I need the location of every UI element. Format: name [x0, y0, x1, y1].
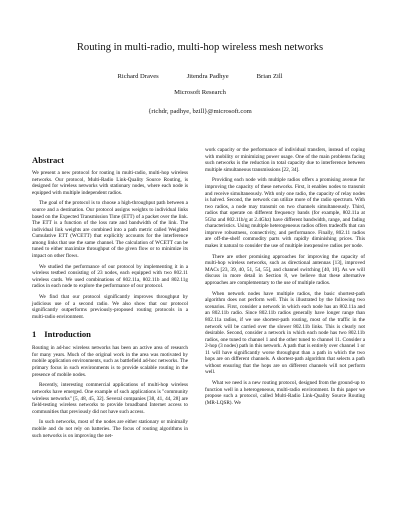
body-paragraph: When network nodes have multiple radios, the basic shortest-path algorithm does not perform well. This is illustrated by the following two scenarios. First, consider a network in which each node has an 802.11a and an 802.11b radio. Since 802.11b radios generally have longer range than 802.11a radios, if we use shortest-path routing, most of the traffic in the network will be carried over the slower 802.11b links. This is clearly not desirable. Second, consider a network in which each node has two 802.11b radios, one tuned to channel 1 and the other tuned to channel 11. Consider a 2-hop (3 nodes) path in this network. A path that is entirely over channel 1 or 11 will have significantly worse throughput than a path in which the two hops are on different channels. A shortest-path algorithm that selects a path without ensuring that the hops are on different channels will not perform well.: [205, 290, 365, 376]
section-number: 1: [32, 329, 37, 340]
body-paragraph: There are other promising approaches for improving the capacity of multi-hop wireless networks, such as directional antennas [13], improved MACs [23, 39, 40, 51, 54, 55], and channel switching [40, 10]. As we will discuss in more detail in Section 8, we believe that these alternative approaches are complementary to the use of multiple radios.: [205, 253, 365, 286]
author-list: [0, 72, 400, 81]
abstract-paragraph: The goal of the protocol is to choose a high-throughput path between a source and a destination. Our protocol assigns weights to individual links based on the Expected Transmission Time (ETT) of a packet over the link. The ETT is a function of the loss rate and bandwidth of the link. The individual link weights are combined into a path metric called Weighted Cumulative ETT (WCETT) that explicitly accounts for the interference among links that use the same channel. The calculation of WCETT can be tuned to either maximize throughput of the given flow or to minimize its impact on other flows.: [32, 200, 188, 259]
body-paragraph: work capacity or the performance of individual transfers, instead of coping with mobility or minimizing power usage. One of the main problems facing such networks is the reduction in total capacity due to interference between multiple simultaneous transmissions [22, 34].: [205, 147, 365, 173]
author-name: Brian Zill: [256, 73, 283, 80]
right-column: [205, 147, 365, 411]
body-paragraph: In such networks, most of the nodes are either stationary or minimally mobile and do not rely on batteries. The focus of routing algorithms in such networks is on improving the net-: [32, 419, 188, 439]
body-paragraph: Recently, interesting commercial applications of multi-hop wireless networks have emerged. One example of such applications is "community wireless networks" [5, 48, 45, 32]. Several companies [38, 41, 44, 28] are field-testing wireless networks to provide broadband Internet access to communities that previously did not have such access.: [32, 382, 188, 415]
section-title: Introduction: [44, 329, 91, 340]
author-name: Jitendra Padhye: [186, 73, 229, 80]
left-column: [32, 128, 188, 443]
author-emails: {richdr, padhye, bzill}@microsoft.com: [148, 108, 252, 115]
abstract-paragraph: We present a new protocol for routing in multi-radio, multi-hop wireless networks. Our protocol, Multi-Radio Link-Quality Source Routing, is designed for wireless networks with stationary nodes, where each node is equipped with multiple independent radios.: [32, 170, 188, 196]
abstract-paragraph: We studied the performance of our protocol by implementing it in a wireless testbed consisting of 23 nodes, each equipped with two 802.11 wireless cards. We used combinations of 802.11a, 802.11b and 802.11g radios in each node to explore the performance of our protocol.: [32, 263, 188, 290]
body-paragraph: What we need is a new routing protocol, designed from the ground-up to function well in a heterogeneous, multi-radio environment. In this paper we propose such a protocol, called Multi-Radio Link-Quality Source Routing (MR-LQSR). We: [205, 380, 365, 406]
affiliation: Microsoft Research: [174, 89, 226, 96]
introduction-heading: [32, 329, 188, 339]
body-paragraph: Providing each node with multiple radios offers a promising avenue for improving the capacity of these networks. First, it enables nodes to transmit and receive simultaneously. With only one radio, the capacity of relay nodes is halved. Second, the network can utilize more of the radio spectrum. With two radios, a node may transmit on two channels simultaneously. Third, radios that operate on different frequency bands (for example, 802.11a at 5Ghz and 802.11b/g at 2.4Ghz) have different bandwidth, range, and fading characteristics. Using multiple heterogeneous radios offers tradeoffs that can improve robustness, connectivity, and performance. Finally, 802.11 radios are off-the-shelf commodity parts with rapidly diminishing prices. This makes it natural to consider the use of multiple inexpensive radios per node.: [205, 177, 365, 249]
abstract-heading: Abstract: [32, 155, 64, 165]
body-paragraph: Routing in ad-hoc wireless networks has been an active area of research for many years. Much of the original work in the area was motivated by mobile application environments, such as battlefield ad-hoc networks. The primary focus in such environments is to provide scalable routing in the presence of mobile nodes.: [32, 345, 188, 378]
paper-title: Routing in multi-radio, multi-hop wireless mesh networks: [76, 42, 324, 53]
author-name: Richard Draves: [117, 73, 159, 80]
abstract-paragraph: We find that our protocol significantly improves throughput by judicious use of a second radio. We also show that our protocol significantly outperforms previously-proposed routing protocols in a multi-radio environment.: [32, 294, 188, 320]
